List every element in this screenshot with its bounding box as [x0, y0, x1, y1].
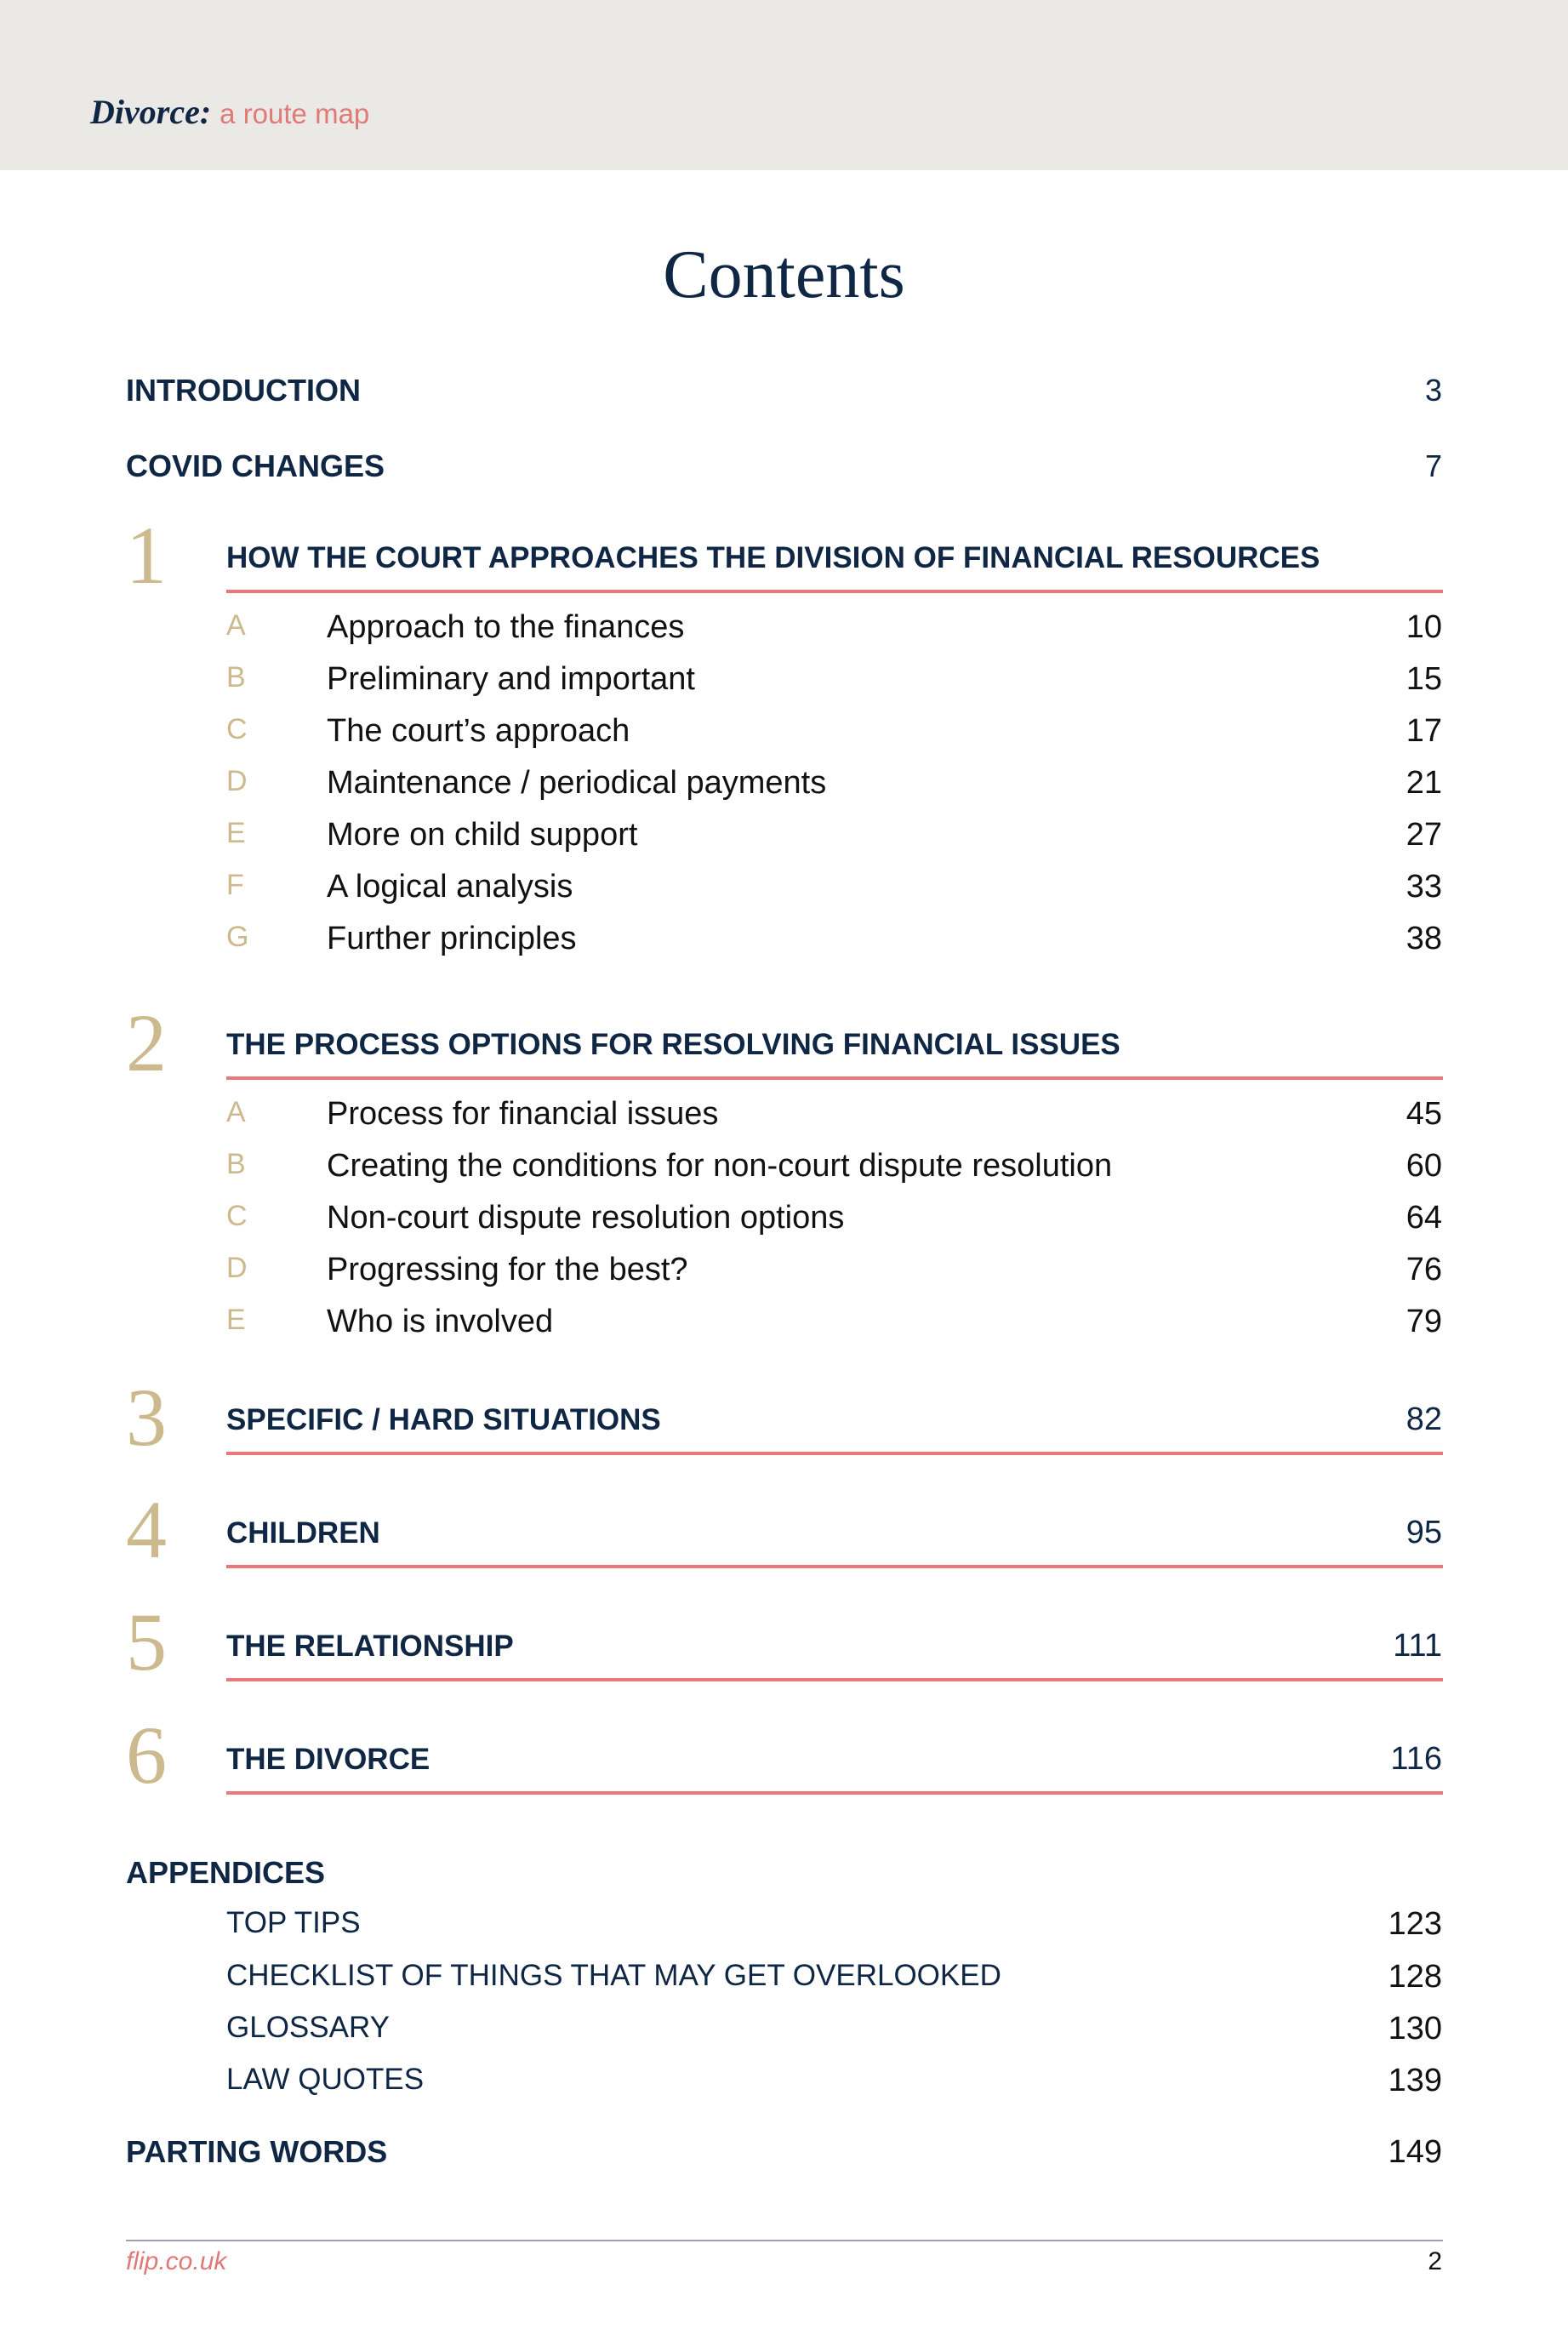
section-page: 10: [1405, 609, 1442, 645]
chapter-number-2: 2: [126, 997, 167, 1088]
section-label: A logical analysis: [327, 869, 573, 905]
header-title-sub: a route map: [220, 98, 370, 129]
appendix-page: 139: [1388, 2063, 1442, 2098]
section-page: 21: [1405, 765, 1442, 801]
section-letter: B: [226, 1148, 246, 1180]
chapter-title-5[interactable]: THE RELATIONSHIP: [226, 1630, 514, 1663]
section-letter: D: [226, 765, 248, 797]
section-letter: D: [226, 1252, 248, 1284]
section-label: More on child support: [327, 817, 638, 853]
section-page: 17: [1405, 713, 1442, 749]
section-page: 60: [1405, 1148, 1442, 1184]
toc-entry-page: 7: [1424, 448, 1442, 483]
appendix-page: 123: [1388, 1906, 1442, 1942]
section-letter: C: [226, 1200, 248, 1232]
chapter-rule-3: [226, 1452, 1443, 1455]
footer-website-link[interactable]: flip.co.uk: [126, 2247, 227, 2275]
section-label: Further principles: [327, 921, 577, 956]
header-title-main: Divorce:: [90, 93, 212, 131]
section-page: 45: [1405, 1096, 1442, 1132]
section-label: Progressing for the best?: [327, 1252, 688, 1287]
section-letter: B: [226, 661, 246, 694]
chapter-title-2[interactable]: THE PROCESS OPTIONS FOR RESOLVING FINANCIAL ISSUES: [226, 1028, 1120, 1061]
chapter-title-4[interactable]: CHILDREN: [226, 1516, 380, 1550]
section-letter: A: [226, 1096, 246, 1128]
toc-entry-label: COVID CHANGES: [126, 448, 385, 483]
chapter-number-4: 4: [126, 1484, 167, 1575]
chapter-rule-5: [226, 1678, 1443, 1681]
section-page: 76: [1405, 1252, 1442, 1287]
section-letter: F: [226, 869, 244, 901]
section-page: 38: [1405, 921, 1442, 956]
section-letter: G: [226, 921, 249, 953]
page-title: Contents: [663, 237, 905, 312]
header-title: [90, 92, 369, 132]
chapter-number-6: 6: [126, 1710, 167, 1801]
chapter-rule-6: [226, 1791, 1443, 1795]
chapter-title-6[interactable]: THE DIVORCE: [226, 1743, 430, 1776]
section-label: Who is involved: [327, 1304, 554, 1339]
section-page: 15: [1405, 661, 1442, 697]
section-page: 33: [1405, 869, 1442, 905]
section-label: Process for financial issues: [327, 1096, 719, 1132]
toc-entry-page: 3: [1424, 373, 1442, 408]
chapter-page-4: 95: [1405, 1515, 1442, 1550]
appendix-label: LAW QUOTES: [226, 2063, 425, 2096]
footer-rule: [126, 2240, 1443, 2241]
section-page: 27: [1405, 817, 1442, 853]
toc-entry-label: PARTING WORDS: [126, 2134, 388, 2169]
section-label: Creating the conditions for non-court dispute resolution: [327, 1148, 1113, 1184]
section-letter: E: [226, 817, 246, 849]
section-label: Preliminary and important: [327, 661, 695, 697]
chapter-rule-2: [226, 1076, 1443, 1080]
chapter-rule-1: [226, 590, 1443, 593]
section-label: The court’s approach: [327, 713, 630, 749]
section-label: Non-court dispute resolution options: [327, 1200, 845, 1236]
section-letter: E: [226, 1304, 246, 1336]
section-letter: C: [226, 713, 248, 745]
chapter-page-3: 82: [1405, 1401, 1442, 1437]
chapter-number-1: 1: [126, 510, 167, 601]
footer-page-number: 2: [1428, 2247, 1442, 2275]
chapter-rule-4: [226, 1565, 1443, 1568]
section-label: Approach to the finances: [327, 609, 685, 645]
chapter-number-5: 5: [126, 1596, 167, 1687]
chapter-page-6: 116: [1390, 1741, 1442, 1777]
appendix-page: 130: [1388, 2011, 1442, 2047]
chapter-number-3: 3: [126, 1372, 167, 1463]
appendix-page: 128: [1388, 1959, 1442, 1995]
appendix-label: CHECKLIST OF THINGS THAT MAY GET OVERLOOKED: [226, 1959, 1001, 1992]
appendix-label: GLOSSARY: [226, 2011, 390, 2044]
toc-entry-label: INTRODUCTION: [126, 373, 361, 408]
section-page: 79: [1405, 1304, 1442, 1339]
section-label: Maintenance / periodical payments: [327, 765, 827, 801]
appendices-heading-label: APPENDICES: [126, 1855, 326, 1890]
chapter-title-3[interactable]: SPECIFIC / HARD SITUATIONS: [226, 1403, 661, 1436]
chapter-page-5: 111: [1393, 1628, 1442, 1664]
section-letter: A: [226, 609, 246, 642]
appendix-label: TOP TIPS: [226, 1906, 361, 1939]
chapter-title-1[interactable]: HOW THE COURT APPROACHES THE DIVISION OF FINANCIAL RESOURCES: [226, 541, 1320, 574]
section-page: 64: [1405, 1200, 1442, 1236]
toc-entry-page: 149: [1388, 2134, 1442, 2170]
page-header: [0, 0, 1568, 170]
